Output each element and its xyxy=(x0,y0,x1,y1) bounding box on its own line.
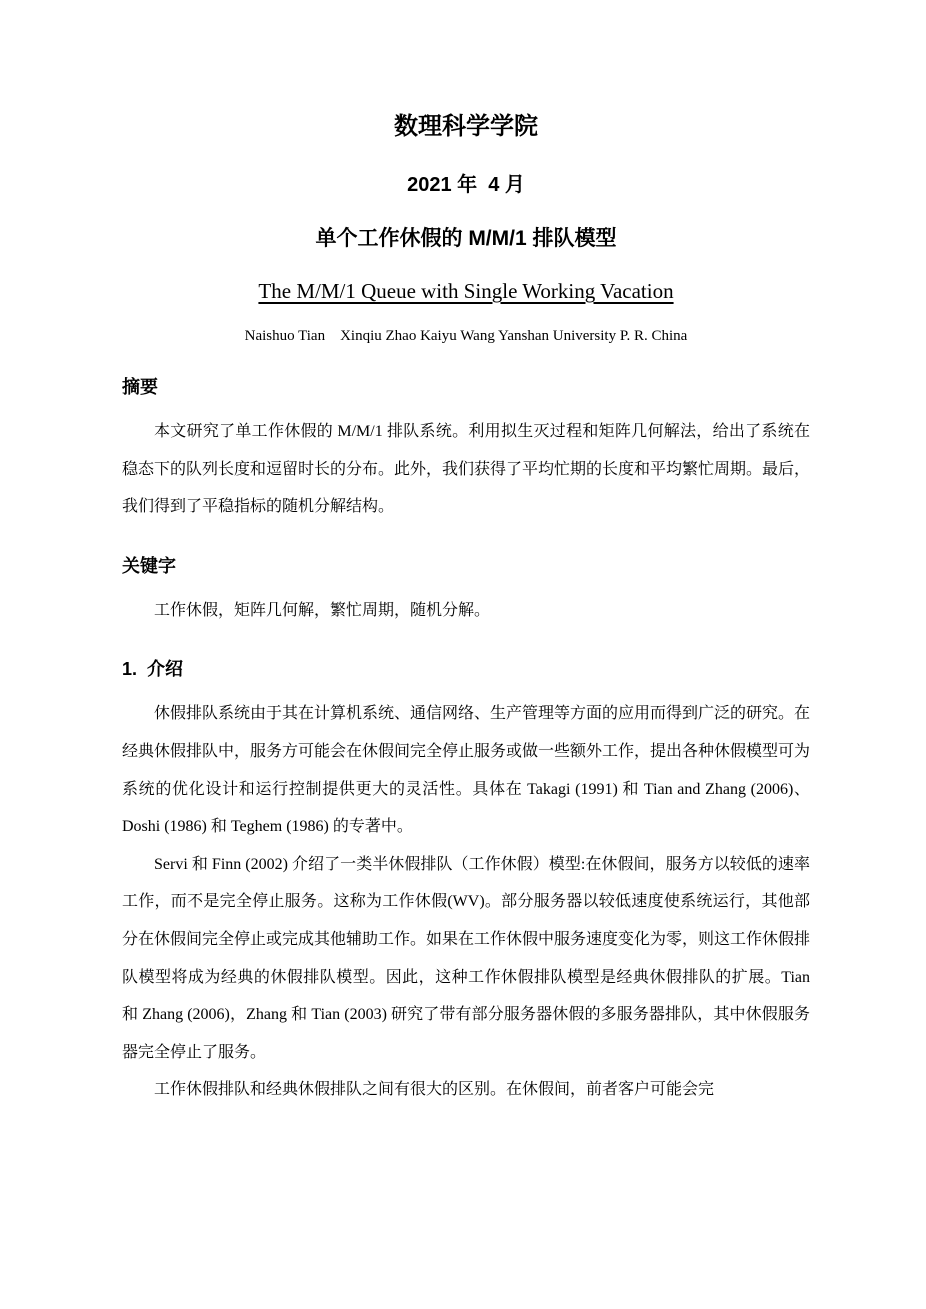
intro-paragraph-1: 休假排队系统由于其在计算机系统、通信网络、生产管理等方面的应用而得到广泛的研究。在经典休假排队中，服务方可能会在休假间完全停止服务或做一些额外工作，提出各种休假模型可为系统的优化设计和运行控制提供更大的灵活性。具体在 Takagi (1991) 和 Tian and Zhang (2006)、Doshi (1986) 和 Teghem (1986) 的专著中。 xyxy=(122,705,811,836)
abstract-paragraph: 本文研究了单工作休假的 M/M/1 排队系统。利用拟生灭过程和矩阵几何解法，给出了系统在稳态下的队列长度和逗留时长的分布。此外，我们获得了平均忙期的长度和平均繁忙周期。最后，我们得到了平稳指标的随机分解结构。 xyxy=(122,423,811,516)
authors-line: Naishuo Tian Xinqiu Zhao Kaiyu Wang Yanshan University P. R. China xyxy=(244,328,688,344)
intro-paragraph-2: Servi 和 Finn (2002) 介绍了一类半休假排队（工作休假）模型:在休假间，服务方以较低的速率工作，而不是完全停止服务。这称为工作休假(WV)。部分服务器以较低速度使系统运行，其他部分在休假间完全停止或完成其他辅助工作。如果在工作休假中服务速度变化为零，则这工作休假排队模型将成为经典的休假排队模型。因此，这种工作休假排队模型是经典休假排队的扩展。Tian 和 Zhang (2006)，Zhang 和 Tian (2003) 研究了带有部分服务器休假的多服务器排队，其中休假服务器完全停止了服务。 xyxy=(122,855,811,1061)
intro-paragraph-3: 工作休假排队和经典休假排队之间有很大的区别。在休假间，前者客户可能会完 xyxy=(154,1081,715,1099)
section1-heading: 1. 介绍 xyxy=(122,659,184,680)
keywords-paragraph: 工作休假，矩阵几何解，繁忙周期，随机分解。 xyxy=(154,601,491,619)
title-english xyxy=(122,279,810,304)
institution-title: 数理科学学院 xyxy=(394,113,538,140)
title-english-text: The M/M/1 Queue with Single Working Vacation xyxy=(258,279,674,303)
document-date: 2021 年 4 月 xyxy=(407,174,525,196)
abstract-heading: 摘要 xyxy=(122,377,158,397)
keywords-heading: 关键字 xyxy=(122,555,176,576)
title-chinese: 单个工作休假的 M/M/1 排队模型 xyxy=(315,227,617,250)
